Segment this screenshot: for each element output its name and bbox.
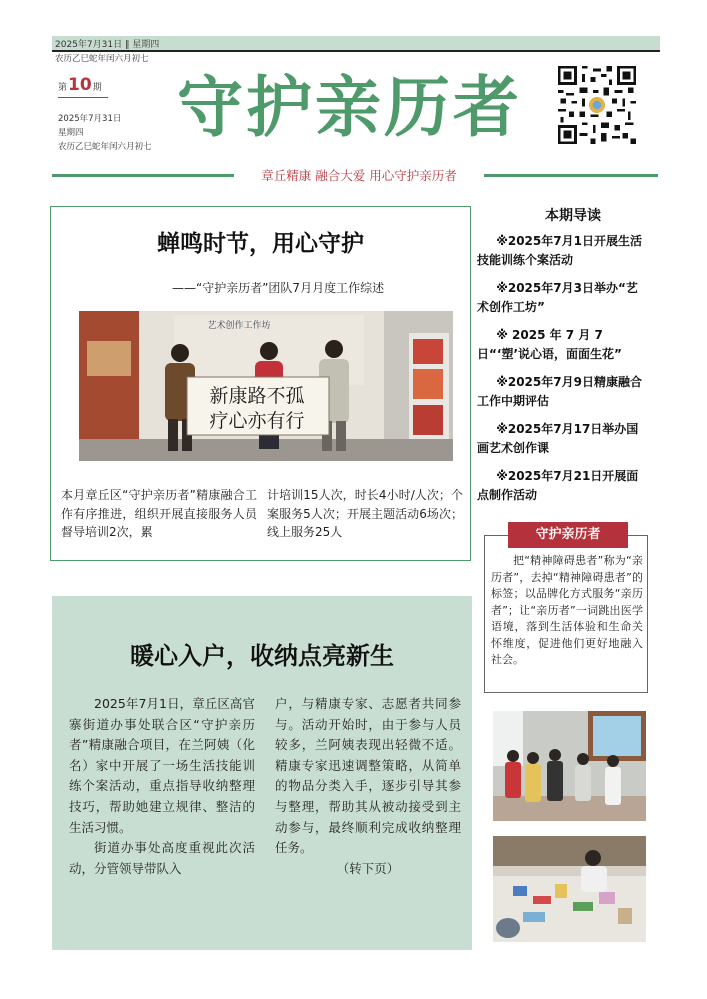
qr-code-icon: [558, 66, 636, 144]
guide-title: 本期导读: [545, 208, 601, 224]
article2-col1: [69, 694, 255, 879]
concept-title: 守护亲历者: [508, 522, 628, 548]
issue-number-value: 10: [68, 75, 92, 95]
issue-lunar: 农历乙巳蛇年闰六月初七: [58, 142, 152, 152]
scroll-line2: 疗心亦有行: [209, 410, 305, 432]
article2-para3: 户，与精康专家、志愿者共同参与。活动开始时，由于参与人员较多，兰阿姨表现出轻微不适。精康专家迅速调整策略，从简单的物品分类入手，逐步引导其参与整理，帮助其从被动接受到主动参与，最终顺利完成收纳整理任务。: [275, 696, 461, 856]
article1-col1: 本月章丘区“守护亲历者”精康融合工作有序推进，组织开展直接服务人员督导培训2次，累: [61, 488, 257, 539]
article1-body: [61, 486, 463, 542]
concept-text: 把“精神障碍患者”称为“亲历者”，去掉“精神障碍患者”的标签；以品牌化方式服务“亲历者”；让“亲历者”一词跳出医学语境，落到生活体验和生命关怀维度，促进他们更好地融入社会。: [491, 554, 643, 666]
scroll-line1: 新康路不孤: [209, 385, 305, 407]
qr-code-graphic: [558, 66, 636, 144]
article2-title: 暖心入户，收纳点亮新生: [130, 642, 394, 670]
photo-banner-text: 艺术创作工作坊: [207, 321, 271, 331]
issue-date-block: [58, 112, 152, 154]
slogan-rule-left: [52, 174, 234, 177]
lunar-date-top: 农历乙巳蛇年闰六月初七: [55, 54, 149, 64]
guide-item: ※2025年7月9日精康融合工作中期评估: [477, 375, 642, 408]
article1-col2: 计培训15人次，时长4小时/人次；个案服务5人次；开展主题活动6场次；线上服务25人: [267, 488, 463, 539]
guide-item: ※2025年7月21日开展面点制作活动: [477, 469, 639, 502]
guide-item: ※2025年7月1日开展生活技能训练个案活动: [477, 234, 642, 267]
article2-col2: [275, 694, 461, 879]
article1-subtitle: ——“守护亲历者”团队7月月度工作综述: [172, 281, 385, 295]
date-strip-text: 2025年7月31日 ‖ 星期四: [55, 40, 160, 50]
sorting-activity-photo: [493, 836, 646, 942]
issue-number: 第10期: [58, 75, 102, 95]
article2-para2: 街道办事处高度重视此次活动，分管领导带队入: [69, 840, 255, 876]
article1-photo: [79, 311, 453, 461]
slogan-rule-right: [484, 174, 658, 177]
home-visit-photo-graphic: [493, 711, 646, 821]
article2-continued: （转下页）: [336, 860, 400, 876]
masthead-title: 守护亲历者: [177, 69, 522, 146]
guide-item: ※ 2025 年 7 月 7 日“‘塑’说心语，面面生花”: [477, 328, 622, 361]
issue-weekday: 星期四: [58, 128, 84, 138]
sorting-photo-graphic: [493, 836, 646, 942]
home-visit-photo: [493, 711, 646, 821]
calligraphy-photo-graphic: [79, 311, 453, 461]
issue-rule: [58, 97, 108, 98]
guide-item: ※2025年7月3日举办“艺术创作工坊”: [477, 281, 638, 314]
slogan: 章丘精康 融合大爱 用心守护亲历者: [261, 168, 457, 183]
article2-body: [69, 694, 461, 879]
article1-title: 蝉鸣时节，用心守护: [157, 231, 364, 257]
guide-list: [477, 232, 649, 514]
guide-item: ※2025年7月17日举办国画艺术创作课: [477, 422, 639, 455]
date-strip: [52, 36, 660, 50]
issue-date: 2025年7月31日: [58, 114, 122, 124]
article2-para1: 2025年7月1日，章丘区高官寨街道办事处联合区“守护亲历者”精康融合项目，在兰阿姨（化名）家中开展了一场生活技能训练个案活动，重点指导收纳整理技巧，帮助她建立规律、整洁的生活习惯。: [69, 696, 255, 835]
